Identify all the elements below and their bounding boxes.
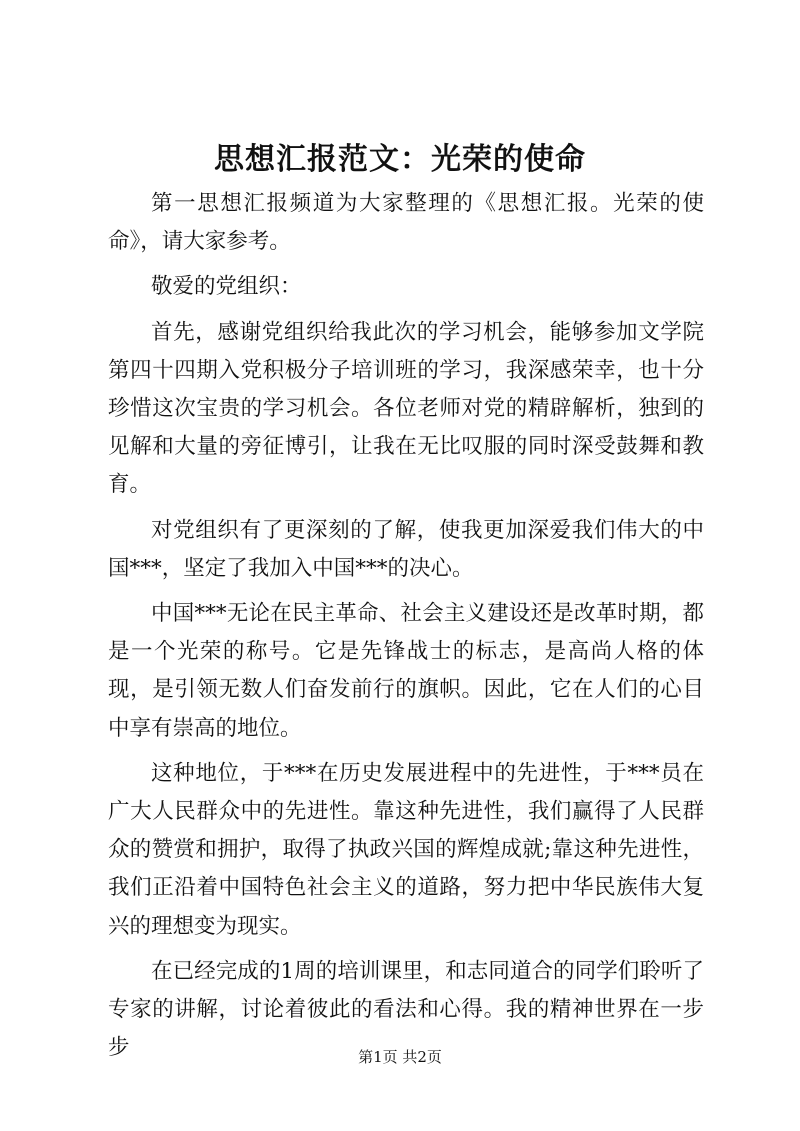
document-title: 思想汇报范文：光荣的使命 (214, 142, 586, 177)
paragraph-understanding: 对党组织有了更深刻的了解，使我更加深爱我们伟大的中国***，坚定了我加入中国***的决心。 (108, 517, 704, 581)
paragraph-honor: 中国***无论在民主革命、社会主义建设还是改革时期，都是一个光荣的称号。它是先锋战士的标志，是高尚人格的体现，是引领无数人们奋发前行的旗帜。因此，它在人们的心目中享有崇高的地位。 (108, 601, 704, 741)
paragraph-training: 在已经完成的1周的培训课里，和志同道合的同学们聆听了专家的讲解，讨论着彼此的看法和心得。我的精神世界在一步步 (108, 958, 704, 1061)
page-footer: 第1页 共2页 (358, 1048, 442, 1066)
paragraph-intro: 第一思想汇报频道为大家整理的《思想汇报。光荣的使命》，请大家参考。 (108, 191, 704, 255)
paragraph-gratitude: 首先，感谢党组织给我此次的学习机会，能够参加文学院第四十四期入党积极分子培训班的学习，我深感荣幸，也十分珍惜这次宝贵的学习机会。各位老师对党的精辟解析，独到的见解和大量的旁征博引，让我在无比叹服的同时深受鼓舞和教育。 (108, 319, 704, 498)
document-body (108, 185, 704, 1074)
paragraph-status: 这种地位，于***在历史发展进程中的先进性，于***员在广大人民群众中的先进性。靠这种先进性，我们赢得了人民群众的赞赏和拥护，取得了执政兴国的辉煌成就;靠这种先进性，我们正沿着中国特色社会主义的道路，努力把中华民族伟大复兴的理想变为现实。 (108, 760, 704, 939)
paragraph-salutation: 敬爱的党组织： (151, 274, 302, 300)
